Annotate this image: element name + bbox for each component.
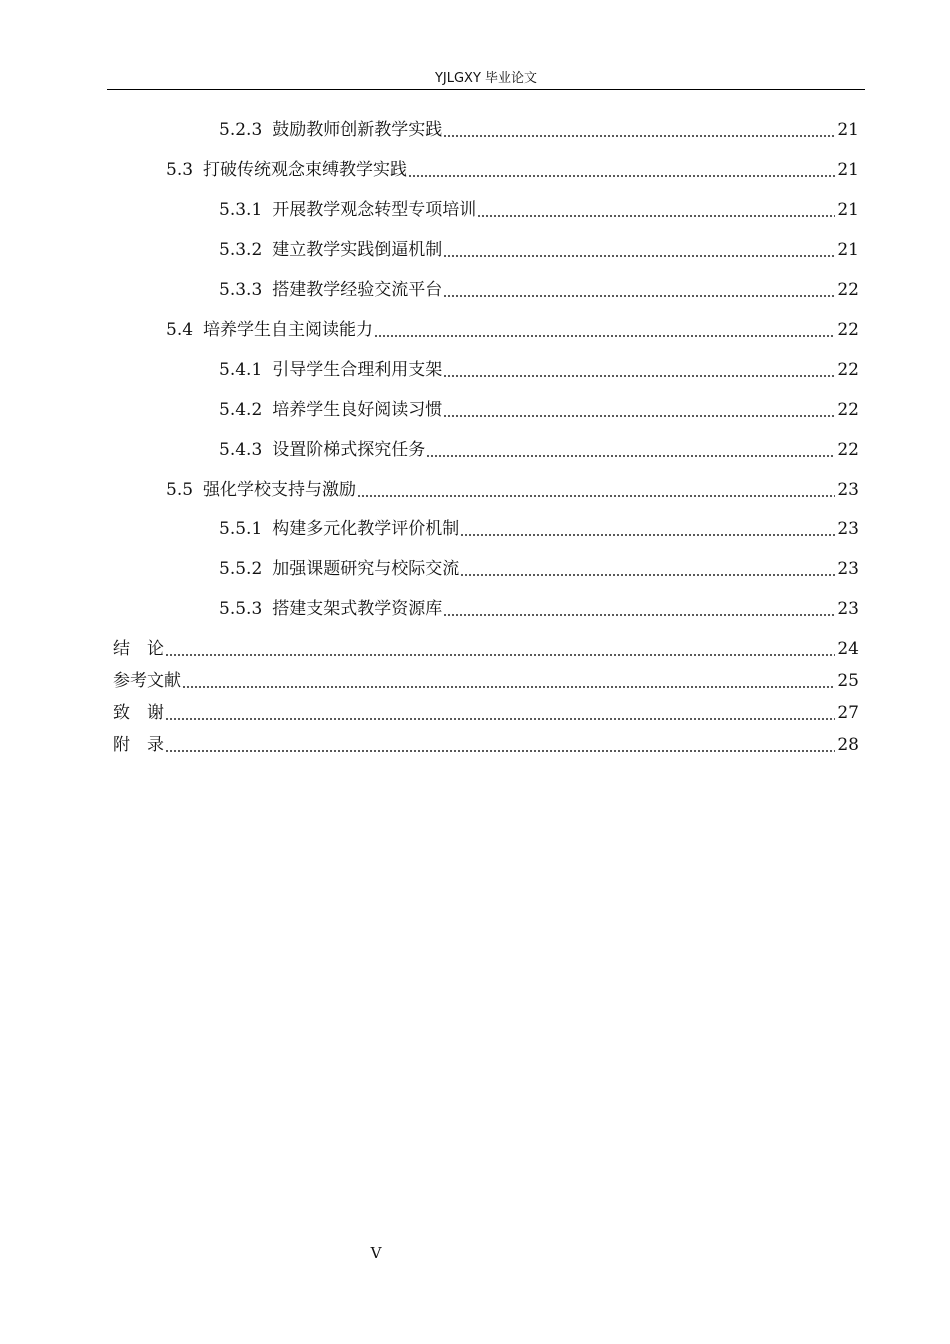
toc-entry-page: 25 [837,671,859,691]
toc-entry[interactable] [219,557,859,581]
toc-entry-number: 5.4 [166,320,194,340]
toc-leader-dots [443,255,835,257]
toc-leader-dots [443,614,835,616]
toc-entry-number: 5.3.1 [219,200,263,220]
toc-leader-dots [165,654,835,656]
toc-leader-dots [477,215,835,217]
toc-entry-conclusion[interactable] [113,637,859,661]
toc-entry-number: 5.5.1 [219,519,263,539]
toc-entry[interactable] [166,318,859,342]
toc-entry-page: 22 [837,400,859,420]
toc-entry[interactable] [166,478,859,502]
toc-entry-number: 5.2.3 [219,120,263,140]
toc-entry-references[interactable] [113,669,859,693]
toc-entry-page: 22 [837,320,859,340]
toc-entry[interactable] [219,398,859,422]
toc-leader-dots [460,534,835,536]
toc-entry-number: 5.3 [166,160,194,180]
toc-entry-title: 强化学校支持与激励 [203,480,357,500]
toc-entry-page: 21 [837,240,859,260]
toc-entry-title: 设置阶梯式探究任务 [272,440,426,460]
toc-entry-title: 鼓励教师创新教学实践 [272,120,443,140]
toc-entry-page: 22 [837,360,859,380]
toc-entry-page: 23 [837,599,859,619]
toc-entry-number: 5.5 [166,480,194,500]
toc-leader-dots [443,135,835,137]
page-header: YJLGXY 毕业论文 [434,71,538,86]
toc-entry[interactable] [219,238,859,262]
page-number: V [370,1244,382,1262]
toc-leader-dots [426,455,835,457]
toc-leader-dots [182,686,835,688]
toc-entry[interactable] [219,517,859,541]
toc-entry[interactable] [219,597,859,621]
toc-leader-dots [460,574,835,576]
toc-entry-number: 5.5.3 [219,599,263,619]
toc-entry[interactable] [219,438,859,462]
header-divider [107,89,865,90]
toc-entry-page: 21 [837,200,859,220]
toc-entry[interactable] [219,278,859,302]
toc-entry-page: 23 [837,519,859,539]
toc-entry-appendix[interactable] [113,733,859,757]
toc-entry-page: 23 [837,559,859,579]
toc-entry-title: 构建多元化教学评价机制 [272,519,460,539]
toc-entry-title: 引导学生合理利用支架 [272,360,443,380]
toc-entry-page: 23 [837,480,859,500]
toc-entry-title: 致 谢 [113,703,164,723]
toc-entry-number: 5.4.3 [219,440,263,460]
toc-leader-dots [165,718,835,720]
toc-entry[interactable] [219,118,859,142]
toc-entry-number: 5.4.1 [219,360,263,380]
toc-entry-title: 加强课题研究与校际交流 [272,559,460,579]
toc-leader-dots [443,375,835,377]
toc-entry-title: 参考文献 [113,671,181,691]
toc-entry[interactable] [219,358,859,382]
toc-entry[interactable] [166,158,859,182]
toc-entry-acknowledgements[interactable] [113,701,859,725]
toc-entry-page: 21 [837,120,859,140]
toc-entry-title: 培养学生自主阅读能力 [203,320,374,340]
toc-entry-number: 5.3.3 [219,280,263,300]
toc-entry-title: 搭建支架式教学资源库 [272,599,443,619]
toc-entry-title: 搭建教学经验交流平台 [272,280,443,300]
toc-entry-page: 21 [837,160,859,180]
toc-leader-dots [443,295,835,297]
toc-entry[interactable] [219,198,859,222]
toc-entry-title: 打破传统观念束缚教学实践 [203,160,408,180]
toc-entry-title: 培养学生良好阅读习惯 [272,400,443,420]
toc-entry-number: 5.3.2 [219,240,263,260]
toc-leader-dots [374,335,835,337]
toc-entry-page: 27 [837,703,859,723]
toc-entry-title: 结 论 [113,639,164,659]
toc-entry-title: 建立教学实践倒逼机制 [272,240,443,260]
toc-entry-number: 5.5.2 [219,559,263,579]
toc-leader-dots [408,175,835,177]
toc-leader-dots [443,415,835,417]
toc-entry-title: 附 录 [113,735,164,755]
toc-entry-page: 28 [837,735,859,755]
toc-leader-dots [165,750,835,752]
toc-entry-page: 22 [837,440,859,460]
toc-leader-dots [357,495,835,497]
toc-entry-page: 24 [837,639,859,659]
toc-entry-title: 开展教学观念转型专项培训 [272,200,477,220]
toc-entry-number: 5.4.2 [219,400,263,420]
toc-entry-page: 22 [837,280,859,300]
